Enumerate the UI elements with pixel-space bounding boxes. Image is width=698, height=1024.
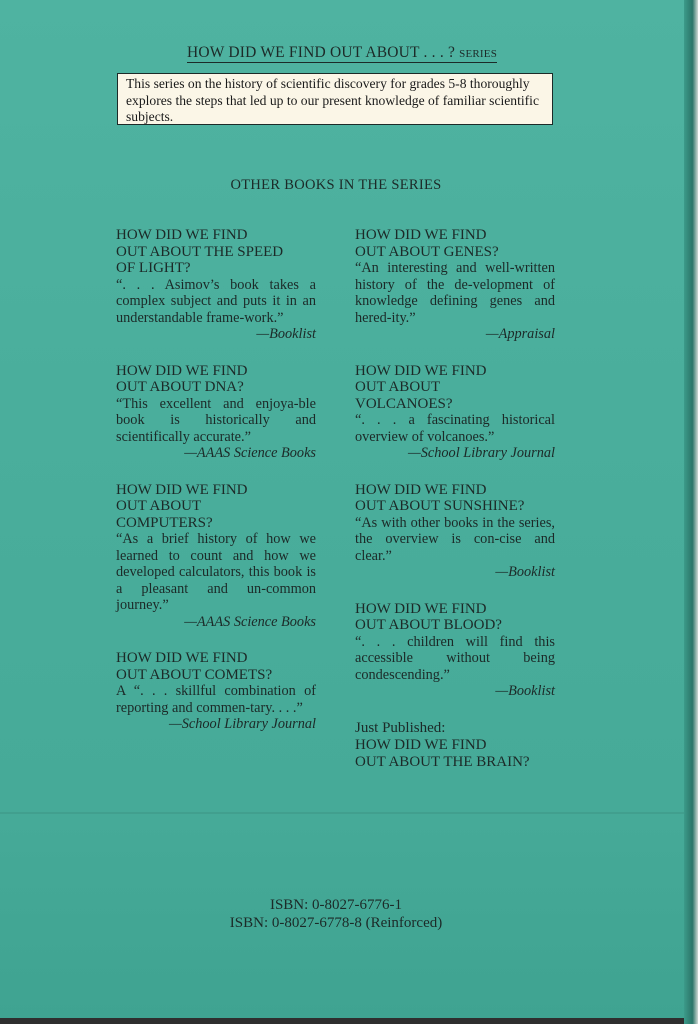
book-review-quote: “As with other books in the series, the overview is con-cise and clear.”	[355, 514, 555, 564]
book-entry	[116, 363, 316, 462]
book-review-quote: “This excellent and enjoya-ble book is historically and scientifically accurate.”	[116, 395, 316, 445]
series-title-small: SERIES	[459, 48, 498, 60]
book-review-source: —AAAS Science Books	[184, 445, 316, 461]
book-review-quote: “. . . Asimov’s book takes a complex subject and puts it in an understandable frame-work.”	[116, 276, 316, 326]
book-spine-edge	[684, 0, 698, 1024]
book-entry	[355, 227, 555, 343]
isbn-line: ISBN: 0-8027-6776-1	[269, 897, 403, 913]
book-review-quote: A “. . . skillful combination of reporting and commen-tary. . . .”	[116, 683, 316, 716]
book-review-source: —AAAS Science Books	[184, 613, 316, 630]
book-title: HOW DID WE FIND OUT ABOUT DNA?	[116, 362, 248, 395]
book-title: HOW DID WE FIND OUT ABOUT VOLCANOES?	[355, 362, 487, 412]
book-review-source: —Booklist	[256, 326, 316, 342]
book-title: HOW DID WE FIND OUT ABOUT COMPUTERS?	[116, 481, 248, 531]
book-entry	[355, 601, 555, 700]
just-published-title: HOW DID WE FIND OUT ABOUT THE BRAIN?	[355, 736, 530, 770]
book-review-source: —Booklist	[495, 564, 555, 580]
isbn-line: ISBN: 0-8027-6778-8 (Reinforced)	[229, 915, 443, 931]
book-title: HOW DID WE FIND OUT ABOUT THE SPEED OF LIGHT?	[116, 227, 284, 276]
just-published	[355, 720, 555, 771]
book-entry	[116, 482, 316, 631]
other-books-heading: OTHER BOOKS IN THE SERIES	[230, 177, 442, 193]
series-description-box	[117, 73, 553, 125]
book-review-source: —School Library Journal	[169, 716, 316, 732]
book-title: HOW DID WE FIND OUT ABOUT COMETS?	[116, 650, 273, 683]
book-review-quote: “. . . children will find this accessible without being condescending.”	[355, 633, 555, 683]
book-entry	[355, 363, 555, 462]
book-review-source: —Booklist	[495, 683, 555, 699]
book-entry	[116, 650, 316, 733]
series-title-main: HOW DID WE FIND OUT ABOUT . . . ?	[186, 44, 456, 61]
series-title	[0, 44, 684, 62]
left-column	[116, 227, 316, 753]
book-review-quote: “An interesting and well-written history of the de-velopment of knowledge defining genes and hered-ity.”	[355, 260, 555, 326]
book-title: HOW DID WE FIND OUT ABOUT GENES?	[355, 227, 499, 260]
series-description: This series on the history of scientific discovery for grades 5-8 thoroughly explores the steps that led up to our present knowledge of familiar scientific subjects.	[126, 76, 539, 124]
right-column	[355, 227, 555, 771]
book-review-source: —Appraisal	[485, 326, 555, 342]
book-review-quote: “. . . a fascinating historical overview of volcanoes.”	[355, 412, 555, 445]
just-published-label: Just Published:	[355, 719, 446, 736]
isbn-block	[0, 896, 672, 932]
book-review-source: —School Library Journal	[408, 445, 555, 461]
book-entry	[355, 482, 555, 581]
book-entry	[116, 227, 316, 343]
book-review-quote: “As a brief history of how we learned to count and how we developed calculators, this book is a pleasant and un-common journey.”	[116, 531, 316, 613]
book-title: HOW DID WE FIND OUT ABOUT BLOOD?	[355, 600, 502, 633]
cover-crease	[0, 812, 684, 814]
book-title: HOW DID WE FIND OUT ABOUT SUNSHINE?	[355, 481, 525, 514]
